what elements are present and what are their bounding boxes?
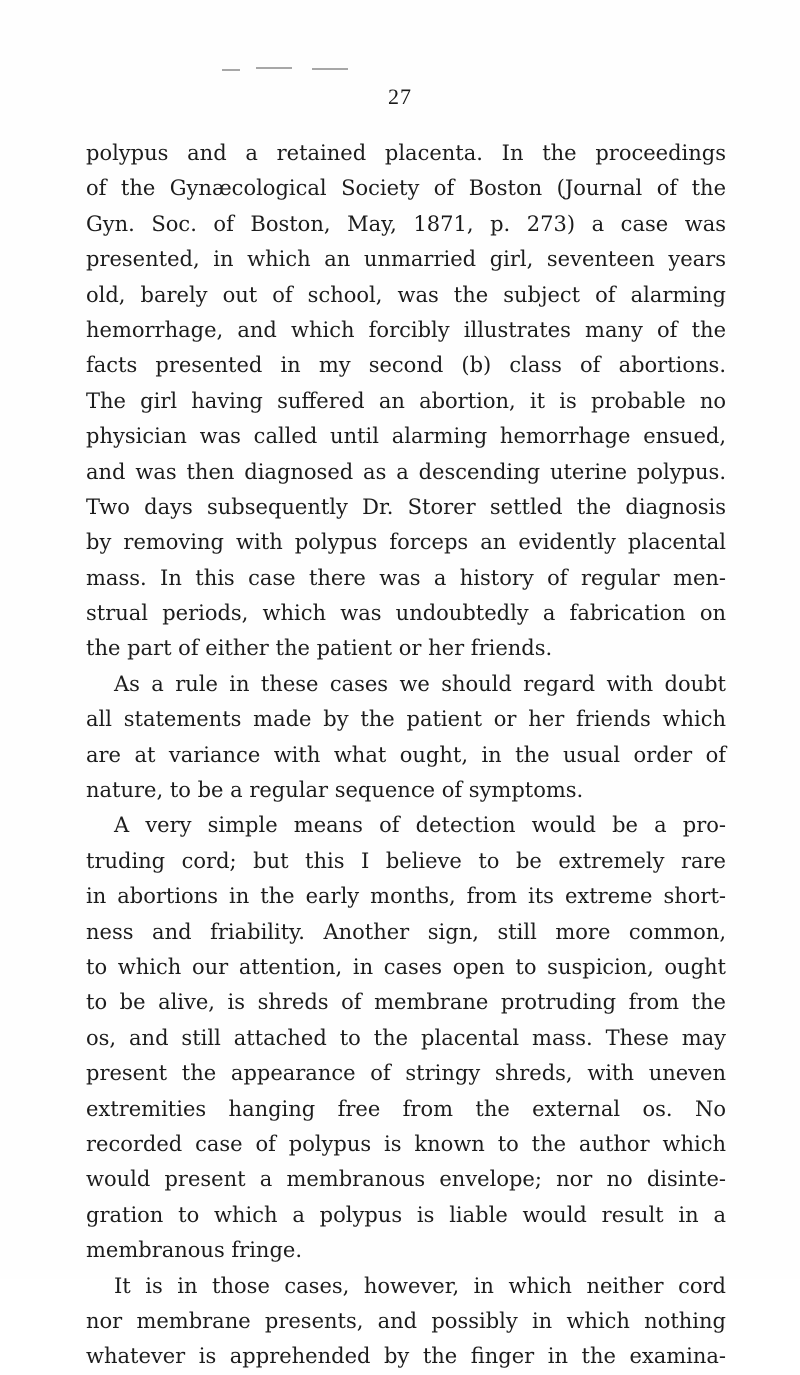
text-line: would present a membranous envelope; nor no disinte- — [86, 1167, 726, 1192]
text-line: the part of either the patient or her friends. — [86, 636, 553, 661]
text-line: are at variance with what ought, in the usual order of — [86, 742, 726, 767]
text-line: of the Gynæcological Society of Boston (Journal of the — [86, 176, 726, 201]
text-line: os, and still attached to the placental mass. These may — [86, 1025, 726, 1050]
text-line: The girl having suffered an abortion, it is probable no — [86, 388, 726, 413]
text-line: It is in those cases, however, in which neither cord — [114, 1273, 726, 1298]
text-line: membranous fringe. — [86, 1238, 302, 1263]
text-line: hemorrhage, and which forcibly illustrates many of the — [86, 317, 726, 342]
text-line: truding cord; but this I believe to be extremely rare — [86, 848, 726, 873]
text-line: facts presented in my second (b) class of abortions. — [86, 353, 726, 378]
text-line: in abortions in the early months, from its extreme short- — [86, 884, 726, 909]
text-line: ness and friability. Another sign, still more common, — [86, 919, 726, 944]
text-line: present the appearance of stringy shreds, with uneven — [86, 1061, 726, 1086]
text-line: extremities hanging free from the external os. No — [86, 1096, 726, 1121]
text-line: old, barely out of school, was the subject of alarming — [86, 282, 726, 307]
text-line: recorded case of polypus is known to the author which — [86, 1131, 726, 1156]
text-line: to be alive, is shreds of membrane protruding from the — [86, 990, 726, 1015]
text-line: physician was called until alarming hemorrhage ensued, — [86, 424, 726, 449]
text-line: polypus and a retained placenta. In the proceedings — [86, 141, 726, 165]
text-line: whatever is apprehended by the finger in the examina- — [86, 1344, 726, 1369]
text-line: presented, in which an unmarried girl, seventeen years — [86, 247, 726, 272]
body-text — [86, 136, 726, 1375]
text-line: strual periods, which was undoubtedly a fabrication on — [86, 601, 726, 626]
text-line: all statements made by the patient or her friends which — [86, 707, 726, 732]
text-line: A very simple means of detection would be a pro- — [114, 813, 726, 838]
text-line: and was then diagnosed as a descending uterine polypus. — [86, 459, 726, 484]
text-line: Two days subsequently Dr. Storer settled the diagnosis — [86, 494, 726, 519]
text-line: gration to which a polypus is liable would result in a — [86, 1202, 726, 1227]
text-line: nor membrane presents, and possibly in which nothing — [86, 1308, 726, 1333]
text-line: to which our attention, in cases open to suspicion, ought — [86, 954, 726, 979]
text-line: Gyn. Soc. of Boston, May, 1871, p. 273) a case was — [86, 211, 726, 236]
header-ornament — [222, 62, 350, 74]
text-line: by removing with polypus forceps an evidently placental — [86, 530, 726, 555]
text-line: mass. In this case there was a history of regular men- — [86, 565, 726, 590]
text-line: nature, to be a regular sequence of symptoms. — [86, 778, 584, 803]
page-number: 27 — [388, 84, 412, 109]
text-line: As a rule in these cases we should regard with doubt — [114, 671, 726, 696]
